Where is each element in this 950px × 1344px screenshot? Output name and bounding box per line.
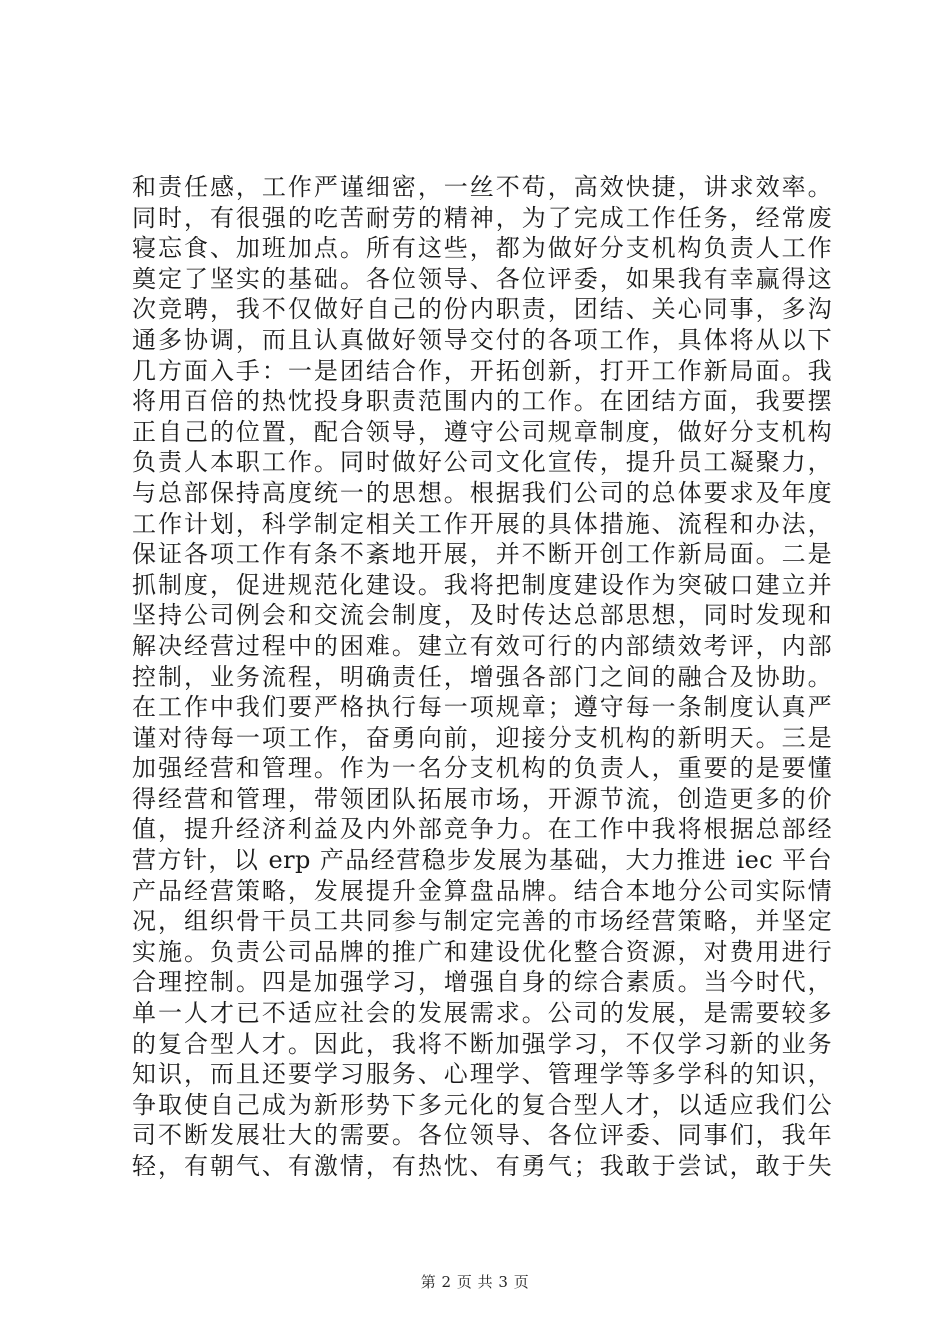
text-line: 的复合型人才。因此，我将不断加强学习，不仅学习新的业务 (132, 1029, 832, 1058)
text-line: 况，组织骨干员工共同参与制定完善的市场经营策略，并坚定 (132, 907, 832, 936)
text-line: 将用百倍的热忱投身职责范围内的工作。在团结方面，我要摆 (132, 387, 832, 416)
text-line: 和责任感，工作严谨细密，一丝不苟，高效快捷，讲求效率。 (132, 173, 832, 201)
text-line: 争取使自己成为新形势下多元化的复合型人才，以适应我们公 (132, 1090, 832, 1119)
text-line: 单一人才已不适应社会的发展需求。公司的发展，是需要较多 (132, 999, 832, 1028)
text-line: 同时，有很强的吃苦耐劳的精神，为了完成工作任务，经常废 (132, 203, 832, 232)
text-line: 产品经营策略，发展提升金算盘品牌。结合本地分公司实际情 (132, 876, 832, 905)
page-footer: 第 2 页 共 3 页 (420, 1273, 530, 1291)
text-line: 营方针，以 erp 产品经营稳步发展为基础，大力推进 iec 平台 (132, 846, 832, 875)
text-line: 控制，业务流程，明确责任，增强各部门之间的融合及协助。 (132, 662, 832, 691)
body-text (132, 172, 832, 1182)
text-line: 解决经营过程中的困难。建立有效可行的内部绩效考评，内部 (132, 631, 832, 660)
text-line: 正自己的位置，配合领导，遵守公司规章制度，做好分支机构 (132, 417, 832, 446)
text-line: 次竞聘，我不仅做好自己的份内职责，团结、关心同事，多沟 (132, 295, 832, 324)
text-line: 负责人本职工作。同时做好公司文化宣传，提升员工凝聚力， (132, 448, 832, 477)
text-line: 合理控制。四是加强学习，增强自身的综合素质。当今时代， (132, 968, 832, 997)
text-line: 几方面入手：一是团结合作，开拓创新，打开工作新局面。我 (132, 356, 832, 385)
text-line: 奠定了坚实的基础。各位领导、各位评委，如果我有幸赢得这 (132, 264, 832, 293)
text-line: 司不断发展壮大的需要。各位领导、各位评委、同事们，我年 (132, 1121, 832, 1150)
text-line: 寝忘食、加班加点。所有这些，都为做好分支机构负责人工作 (132, 234, 832, 263)
text-line: 轻，有朝气、有激情，有热忱、有勇气；我敢于尝试，敢于失 (132, 1152, 832, 1180)
text-line: 值，提升经济利益及内外部竞争力。在工作中我将根据总部经 (132, 815, 832, 844)
text-line: 知识，而且还要学习服务、心理学、管理学等多学科的知识， (132, 1060, 832, 1089)
text-line: 与总部保持高度统一的思想。根据我们公司的总体要求及年度 (132, 478, 832, 507)
text-line: 加强经营和管理。作为一名分支机构的负责人，重要的是要懂 (132, 754, 832, 783)
text-line: 保证各项工作有条不紊地开展，并不断开创工作新局面。二是 (132, 540, 832, 569)
text-line: 工作计划，科学制定相关工作开展的具体措施、流程和办法， (132, 509, 832, 538)
text-line: 通多协调，而且认真做好领导交付的各项工作，具体将从以下 (132, 325, 832, 354)
text-line: 得经营和管理，带领团队拓展市场，开源节流，创造更多的价 (132, 784, 832, 813)
text-line: 坚持公司例会和交流会制度，及时传达总部思想，同时发现和 (132, 601, 832, 630)
text-line: 抓制度，促进规范化建设。我将把制度建设作为突破口建立并 (132, 570, 832, 599)
text-line: 实施。负责公司品牌的推广和建设优化整合资源，对费用进行 (132, 937, 832, 966)
text-line: 谨对待每一项工作，奋勇向前，迎接分支机构的新明天。三是 (132, 723, 832, 752)
text-line: 在工作中我们要严格执行每一项规章；遵守每一条制度认真严 (132, 693, 832, 722)
